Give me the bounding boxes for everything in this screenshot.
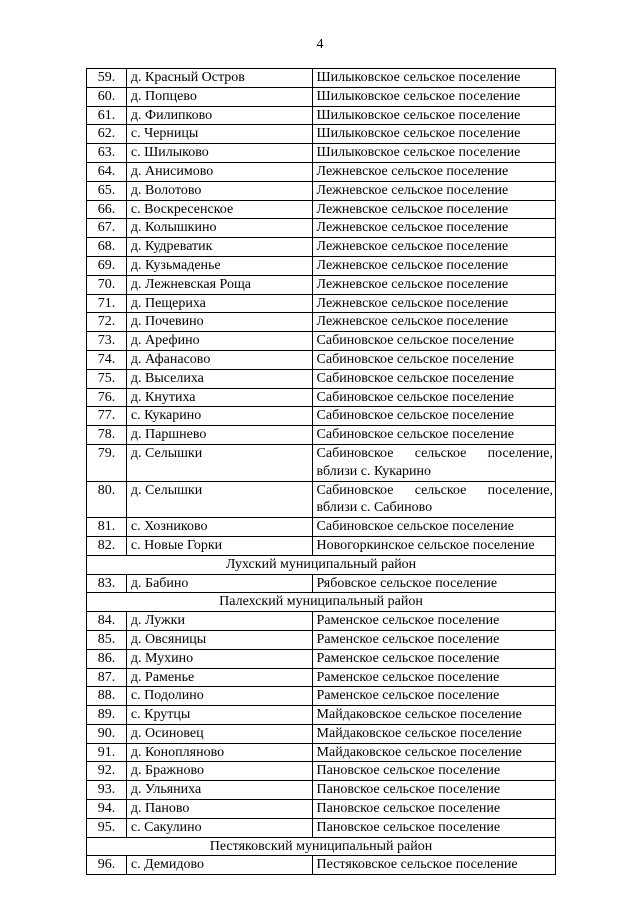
settlement-name: Майдаковское сельское поселение	[312, 706, 555, 725]
locality-name: с. Подолино	[126, 687, 312, 706]
settlement-name: Лежневское сельское поселение	[312, 256, 555, 275]
section-row	[87, 555, 556, 574]
district-heading: Лухский муниципальный район	[87, 555, 556, 574]
row-number: 63.	[87, 144, 127, 163]
settlement-name: Сабиновское сельское поселение	[312, 369, 555, 388]
locality-name: с. Кукарино	[126, 407, 312, 426]
settlements-table	[86, 68, 556, 875]
row-number: 80.	[87, 481, 127, 518]
locality-name: д. Волотово	[126, 181, 312, 200]
row-number: 72.	[87, 313, 127, 332]
locality-name: д. Ульяниха	[126, 781, 312, 800]
table-row	[87, 407, 556, 426]
row-number: 86.	[87, 649, 127, 668]
row-number: 94.	[87, 800, 127, 819]
row-number: 66.	[87, 200, 127, 219]
row-number: 73.	[87, 332, 127, 351]
settlement-name: Сабиновское сельское поселение, вблизи с. Сабиново	[312, 481, 555, 518]
row-number: 93.	[87, 781, 127, 800]
locality-name: д. Кнутиха	[126, 388, 312, 407]
settlement-name: Лежневское сельское поселение	[312, 219, 555, 238]
locality-name: с. Воскресенское	[126, 200, 312, 219]
row-number: 64.	[87, 162, 127, 181]
settlement-name: Раменское сельское поселение	[312, 630, 555, 649]
row-number: 78.	[87, 426, 127, 445]
settlement-name: Лежневское сельское поселение	[312, 294, 555, 313]
row-number: 79.	[87, 444, 127, 481]
table-row	[87, 724, 556, 743]
page-number: 4	[316, 37, 324, 52]
locality-name: д. Паршнево	[126, 426, 312, 445]
locality-name: д. Селышки	[126, 481, 312, 518]
row-number: 87.	[87, 668, 127, 687]
locality-name: д. Почевино	[126, 313, 312, 332]
settlement-name: Раменское сельское поселение	[312, 668, 555, 687]
table-row	[87, 818, 556, 837]
table-row	[87, 518, 556, 537]
row-number: 69.	[87, 256, 127, 275]
row-number: 77.	[87, 407, 127, 426]
locality-name: д. Кудреватик	[126, 238, 312, 257]
table-row	[87, 238, 556, 257]
row-number: 82.	[87, 536, 127, 555]
locality-name: д. Колышкино	[126, 219, 312, 238]
row-number: 67.	[87, 219, 127, 238]
table-row	[87, 125, 556, 144]
settlement-name: Сабиновское сельское поселение	[312, 332, 555, 351]
table-row	[87, 668, 556, 687]
row-number: 84.	[87, 612, 127, 631]
settlement-name: Лежневское сельское поселение	[312, 162, 555, 181]
table-row	[87, 144, 556, 163]
row-number: 70.	[87, 275, 127, 294]
table-row	[87, 200, 556, 219]
settlement-name: Лежневское сельское поселение	[312, 181, 555, 200]
settlement-name: Новогоркинское сельское поселение	[312, 536, 555, 555]
locality-name: д. Осиновец	[126, 724, 312, 743]
settlement-name: Шилыковское сельское поселение	[312, 106, 555, 125]
settlement-name: Сабиновское сельское поселение	[312, 388, 555, 407]
settlement-name: Шилыковское сельское поселение	[312, 125, 555, 144]
table-row	[87, 181, 556, 200]
row-number: 85.	[87, 630, 127, 649]
row-number: 62.	[87, 125, 127, 144]
settlement-name: Пановское сельское поселение	[312, 818, 555, 837]
settlement-name: Лежневское сельское поселение	[312, 200, 555, 219]
locality-name: с. Сакулино	[126, 818, 312, 837]
locality-name: д. Выселиха	[126, 369, 312, 388]
district-heading: Палехский муниципальный район	[87, 593, 556, 612]
settlement-name: Сабиновское сельское поселение	[312, 350, 555, 369]
row-number: 91.	[87, 743, 127, 762]
table-row	[87, 574, 556, 593]
section-row	[87, 837, 556, 856]
row-number: 60.	[87, 87, 127, 106]
settlement-name: Рябовское сельское поселение	[312, 574, 555, 593]
locality-name: д. Конопляново	[126, 743, 312, 762]
row-number: 89.	[87, 706, 127, 725]
row-number: 83.	[87, 574, 127, 593]
table-row	[87, 481, 556, 518]
table-row	[87, 332, 556, 351]
table-row	[87, 649, 556, 668]
settlement-name: Сабиновское сельское поселение	[312, 407, 555, 426]
table-row	[87, 706, 556, 725]
table-row	[87, 762, 556, 781]
settlement-name: Лежневское сельское поселение	[312, 275, 555, 294]
table-row	[87, 612, 556, 631]
table-row	[87, 294, 556, 313]
locality-name: с. Крутцы	[126, 706, 312, 725]
locality-name: д. Лежневская Роща	[126, 275, 312, 294]
locality-name: д. Овсяницы	[126, 630, 312, 649]
locality-name: д. Кузьмаденье	[126, 256, 312, 275]
settlement-name: Лежневское сельское поселение	[312, 313, 555, 332]
locality-name: д. Мухино	[126, 649, 312, 668]
table-row	[87, 536, 556, 555]
locality-name: д. Попцево	[126, 87, 312, 106]
locality-name: д. Пещериха	[126, 294, 312, 313]
settlement-name: Майдаковское сельское поселение	[312, 724, 555, 743]
row-number: 81.	[87, 518, 127, 537]
settlement-name: Пановское сельское поселение	[312, 781, 555, 800]
table-row	[87, 781, 556, 800]
table-row	[87, 313, 556, 332]
table-row	[87, 275, 556, 294]
row-number: 61.	[87, 106, 127, 125]
locality-name: д. Бражново	[126, 762, 312, 781]
table-row	[87, 856, 556, 875]
row-number: 76.	[87, 388, 127, 407]
row-number: 74.	[87, 350, 127, 369]
table-row	[87, 630, 556, 649]
locality-name: д. Красный Остров	[126, 69, 312, 88]
locality-name: д. Паново	[126, 800, 312, 819]
locality-name: д. Афанасово	[126, 350, 312, 369]
locality-name: д. Филипково	[126, 106, 312, 125]
settlement-name: Пестяковское сельское поселение	[312, 856, 555, 875]
settlement-name: Сабиновское сельское поселение	[312, 426, 555, 445]
settlement-name: Шилыковское сельское поселение	[312, 87, 555, 106]
settlement-name: Шилыковское сельское поселение	[312, 144, 555, 163]
row-number: 65.	[87, 181, 127, 200]
settlement-name: Пановское сельское поселение	[312, 800, 555, 819]
table-row	[87, 162, 556, 181]
table-row	[87, 800, 556, 819]
row-number: 75.	[87, 369, 127, 388]
row-number: 95.	[87, 818, 127, 837]
settlement-name: Сабиновское сельское поселение, вблизи с. Кукарино	[312, 444, 555, 481]
settlement-name: Раменское сельское поселение	[312, 649, 555, 668]
table-row	[87, 388, 556, 407]
locality-name: с. Черницы	[126, 125, 312, 144]
settlement-name: Майдаковское сельское поселение	[312, 743, 555, 762]
row-number: 71.	[87, 294, 127, 313]
settlement-name: Сабиновское сельское поселение	[312, 518, 555, 537]
locality-name: с. Хозниково	[126, 518, 312, 537]
locality-name: д. Селышки	[126, 444, 312, 481]
table-row	[87, 106, 556, 125]
table-row	[87, 69, 556, 88]
district-heading: Пестяковский муниципальный район	[87, 837, 556, 856]
settlement-name: Пановское сельское поселение	[312, 762, 555, 781]
locality-name: с. Шилыково	[126, 144, 312, 163]
table-row	[87, 444, 556, 481]
row-number: 96.	[87, 856, 127, 875]
row-number: 90.	[87, 724, 127, 743]
locality-name: д. Лужки	[126, 612, 312, 631]
row-number: 59.	[87, 69, 127, 88]
locality-name: с. Новые Горки	[126, 536, 312, 555]
table-row	[87, 87, 556, 106]
locality-name: д. Арефино	[126, 332, 312, 351]
row-number: 88.	[87, 687, 127, 706]
settlement-name: Лежневское сельское поселение	[312, 238, 555, 257]
table-row	[87, 219, 556, 238]
settlement-name: Раменское сельское поселение	[312, 612, 555, 631]
table-row	[87, 743, 556, 762]
locality-name: д. Раменье	[126, 668, 312, 687]
locality-name: с. Демидово	[126, 856, 312, 875]
table-row	[87, 426, 556, 445]
settlement-name: Шилыковское сельское поселение	[312, 69, 555, 88]
table-row	[87, 256, 556, 275]
section-row	[87, 593, 556, 612]
row-number: 68.	[87, 238, 127, 257]
table-row	[87, 369, 556, 388]
table-row	[87, 687, 556, 706]
locality-name: д. Бабино	[126, 574, 312, 593]
locality-name: д. Анисимово	[126, 162, 312, 181]
table-row	[87, 350, 556, 369]
row-number: 92.	[87, 762, 127, 781]
settlement-name: Раменское сельское поселение	[312, 687, 555, 706]
